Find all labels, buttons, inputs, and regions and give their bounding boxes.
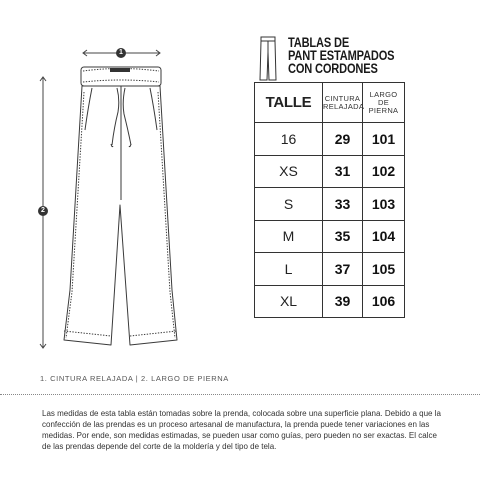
largo-cell: 105 [363, 253, 405, 286]
cintura-cell: 31 [323, 155, 363, 188]
pant-outline-icon [64, 67, 177, 345]
size-cell: M [255, 220, 323, 253]
table-row [255, 188, 405, 221]
table-row [255, 123, 405, 156]
header-largo-line: DE [377, 97, 390, 107]
header-largo-line: PIERNA [368, 105, 399, 115]
largo-cell: 106 [363, 285, 405, 318]
pant-mini-icon [258, 36, 278, 82]
header-talle: TALLE [255, 83, 323, 123]
size-cell: S [255, 188, 323, 221]
size-cell: XL [255, 285, 323, 318]
leg-marker: 2 [38, 206, 48, 216]
largo-cell: 103 [363, 188, 405, 221]
header-largo [363, 83, 405, 123]
table-row [255, 285, 405, 318]
page-title [288, 36, 394, 75]
size-cell: L [255, 253, 323, 286]
size-table [254, 82, 405, 318]
size-cell: 16 [255, 123, 323, 156]
size-cell: XS [255, 155, 323, 188]
measurement-legend: 1. CINTURA RELAJADA | 2. LARGO DE PIERNA [40, 374, 229, 383]
table-row [255, 155, 405, 188]
divider [0, 394, 480, 395]
header-cintura [323, 83, 363, 123]
table-header-row [255, 83, 405, 123]
header-cintura-line: RELAJADA [323, 101, 365, 111]
waist-marker: 1 [116, 48, 126, 58]
header-cintura-line: CINTURA [324, 93, 361, 103]
title-line-2: PANT ESTAMPADOS [288, 48, 395, 63]
cintura-cell: 37 [323, 253, 363, 286]
largo-cell: 104 [363, 220, 405, 253]
title-line-1: TABLAS DE [288, 35, 350, 50]
largo-cell: 102 [363, 155, 405, 188]
cintura-cell: 39 [323, 285, 363, 318]
header-largo-line: LARGO [369, 89, 398, 99]
table-row [255, 253, 405, 286]
cintura-cell: 33 [323, 188, 363, 221]
cintura-cell: 35 [323, 220, 363, 253]
disclaimer-text: Las medidas de esta tabla están tomadas sobre la prenda, colocada sobre una superficie plana. Debido a que la confección de las prendas es un proceso artesanal de manufactura, la prenda puede tener variaciones en las medidas. Por ende, son medidas estimadas, se pueden usar como guías, pero pueden no ser exactas. El calce de las prendas depende del corte de la moldería y del tipo de tela. [42, 409, 441, 451]
title-line-3: CON CORDONES [288, 61, 378, 76]
cintura-cell: 29 [323, 123, 363, 156]
table-row [255, 220, 405, 253]
largo-cell: 101 [363, 123, 405, 156]
title-block [258, 36, 418, 82]
